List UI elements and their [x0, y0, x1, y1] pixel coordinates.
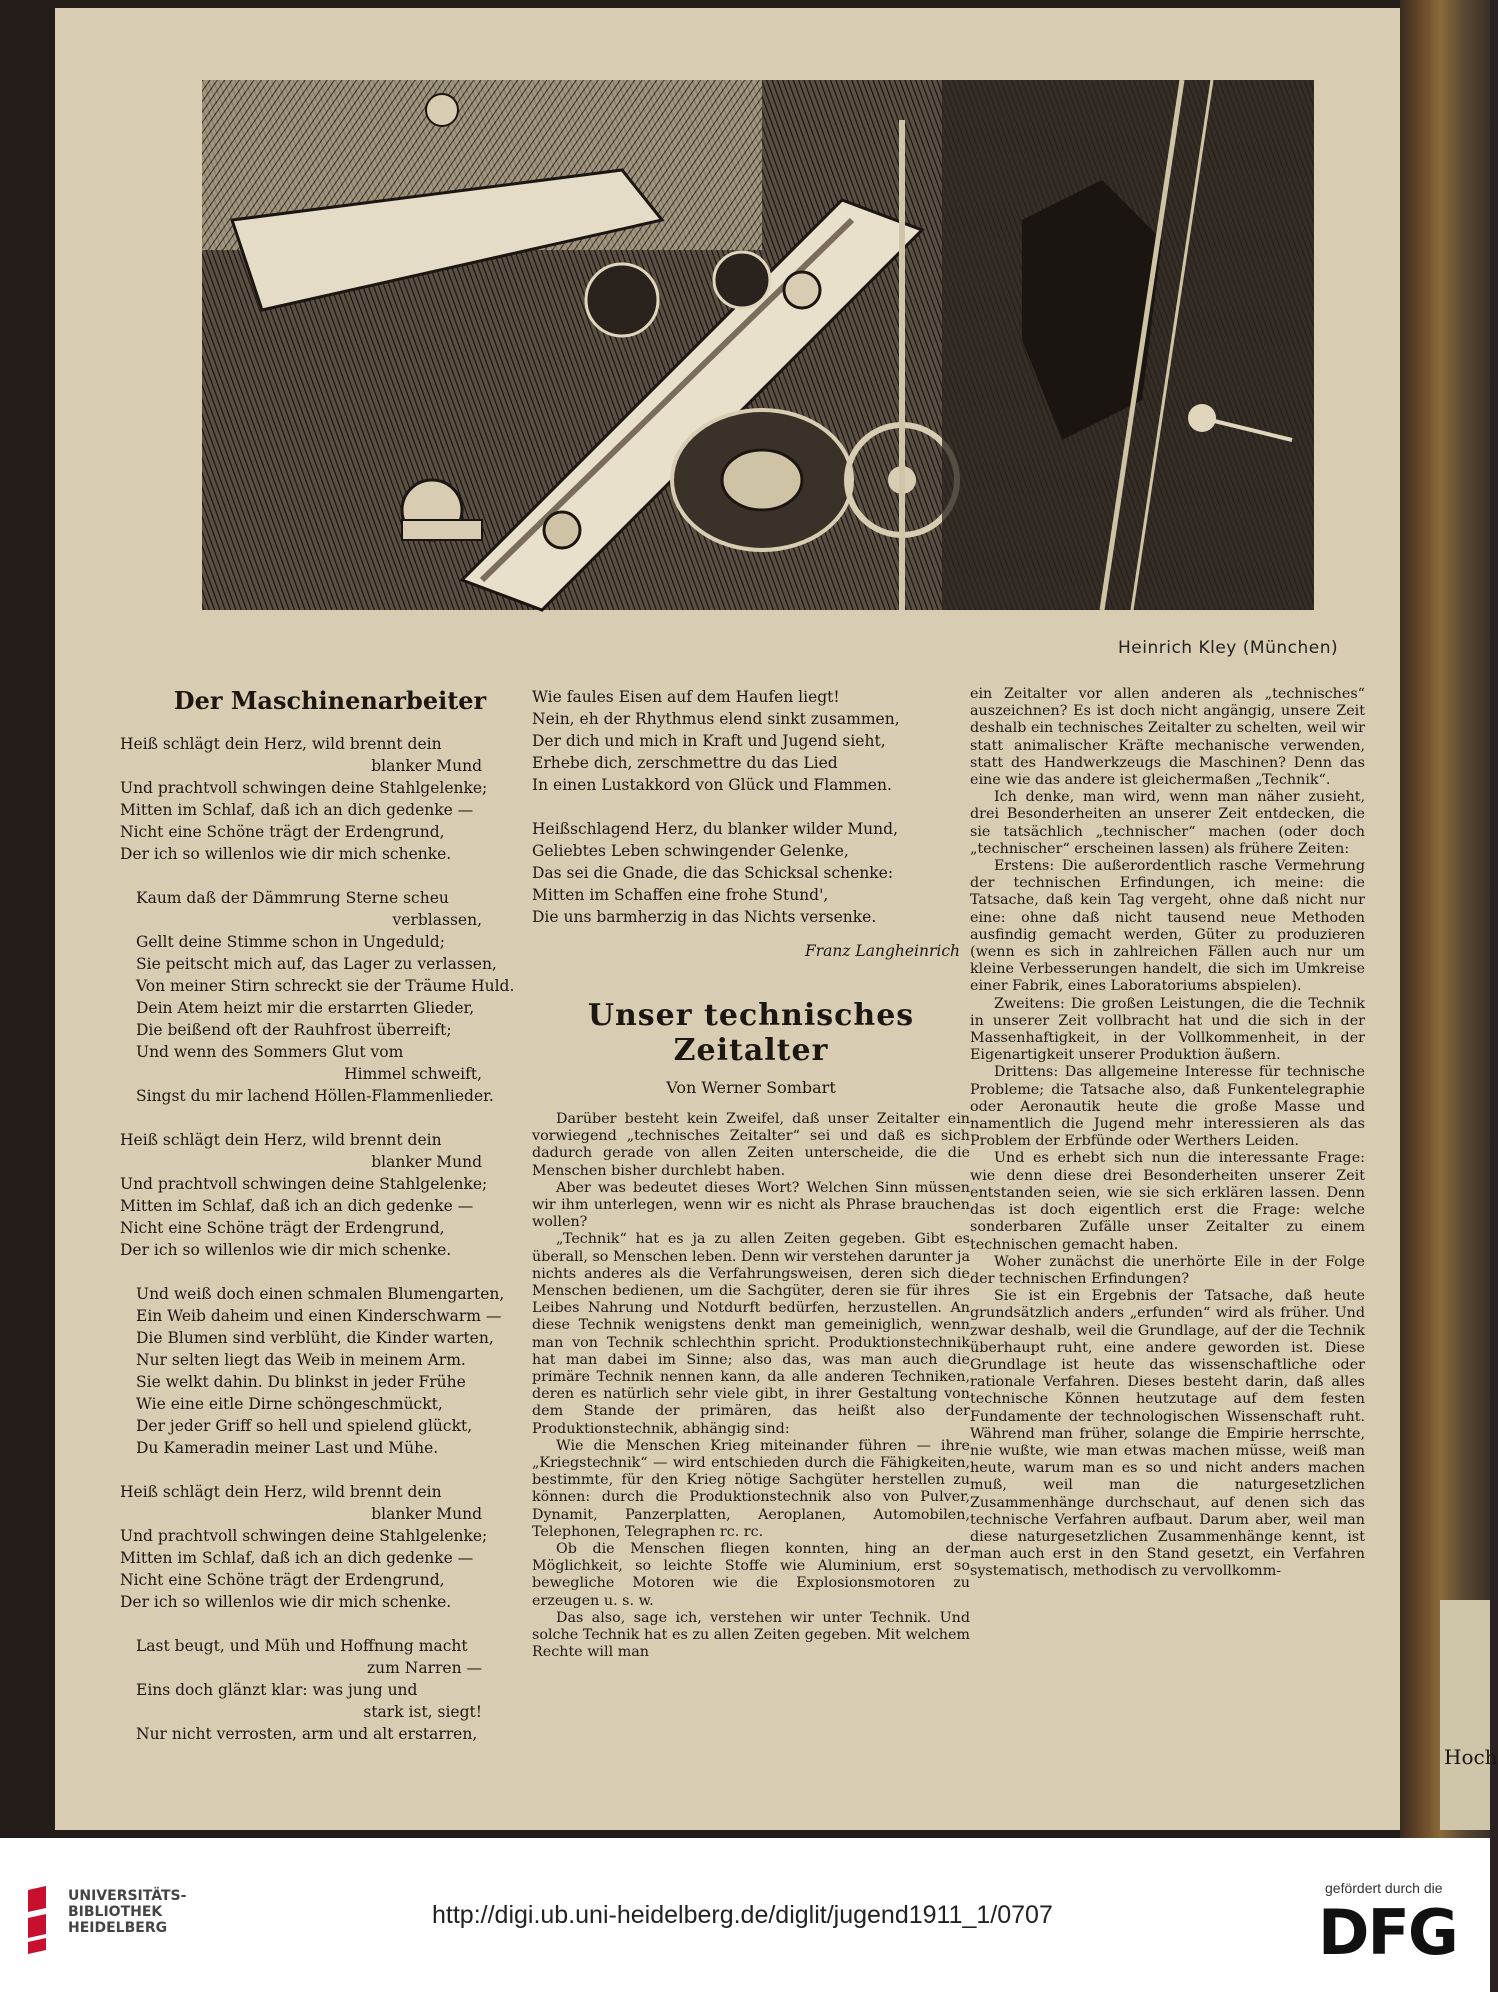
poem-line: Sie peitscht mich auf, das Lager zu verlassen,: [136, 955, 497, 973]
facing-page-strip: [1440, 1600, 1490, 1830]
poem-line: blanker Mund: [371, 1505, 482, 1523]
library-name-line-3: HEIDELBERG: [68, 1920, 168, 1936]
poem-line: Nicht eine Schöne trägt der Erdengrund,: [120, 823, 445, 841]
library-name-line-1: UNIVERSITÄTS-: [68, 1888, 187, 1904]
article-paragraph: Sie ist ein Ergebnis der Tatsache, daß heute grundsätzlich anders „erfunden“ wird als früher. Und zwar deshalb, weil die Grundlage, auf der die Technik überhaupt ruht, eine andere geworden ist. Diese Grundlage ist heute das wissenschaftliche oder rationale Verfahren. Dieses besteht darin, daß alles technische Können heutzutage auf dem festen Fundamente der technologischen Wissenschaft ruht. Während man früher, solange die Empirie herrschte, nie wußte, wie man etwas machen müsse, weiß man heute, warum man es so und nicht anders machen muß, weil man die naturgesetzlichen Zusammenhänge durchschaut, auf denen sich das technische Verfahren aufbaut. Darum aber, weil man diese naturgesetzlichen Zusammenhänge kennt, ist man auch erst in den Stand gesetzt, ein Verfahren systematisch, methodisch zu vervollkomm-: [970, 1288, 1365, 1580]
poem-line: Und prachtvoll schwingen deine Stahlgelenke;: [120, 1175, 488, 1193]
poem-line: Erhebe dich, zerschmettre du das Lied: [532, 754, 838, 772]
poem-line: Und prachtvoll schwingen deine Stahlgelenke;: [120, 779, 488, 797]
poem-stanza: [532, 686, 970, 796]
poem-line: Der ich so willenlos wie dir mich schenke.: [120, 1241, 452, 1259]
poem-line: zum Narren —: [367, 1659, 482, 1677]
poem-line: Mitten im Schlaf, daß ich an dich gedenke —: [120, 801, 474, 819]
poem-line: Sie welkt dahin. Du blinkst in jeder Frühe: [136, 1373, 466, 1391]
poem-line: Und weiß doch einen schmalen Blumengarten,: [136, 1285, 505, 1303]
article-paragraph: Ich denke, man wird, wenn man näher zusieht, drei Besonderheiten an unserer Zeit entdecken, die sie tatsächlich „technischer“ machen (oder doch „technischer“ erscheinen lassen) als frühere Zeiten:: [970, 789, 1365, 857]
poem-title: Der Maschinenarbeiter: [173, 686, 487, 715]
poem-and-article-column: [532, 686, 970, 1662]
poem-line: stark ist, siegt!: [363, 1703, 482, 1721]
facing-page-text: Hoch: [1444, 1745, 1498, 1769]
article-paragraph: Zweitens: Die großen Leistungen, die die Technik in unserer Zeit vollbracht hat und die sich in der Massenhaftigkeit, in der Vollkommenheit, in der Eigenartigkeit unserer Produktion äußern.: [970, 995, 1365, 1064]
poem-line: Mitten im Schaffen eine frohe Stund',: [532, 886, 829, 904]
illustration-credit: Heinrich Kley (München): [1118, 638, 1339, 658]
article-paragraph: Das also, sage ich, verstehen wir unter Technik. Und solche Technik hat es zu allen Zeiten gegeben. Mit welchem Rechte will man: [532, 1609, 970, 1661]
article-paragraph: Und es erhebt sich nun die interessante Frage: wie denn diese drei Besonderheiten unserer Zeit entstanden seien, wie sie sich erklären lassen. Denn das ist doch eigentlich erst die Frage: welche sonderbaren Zufälle unser Zeitalter zu einem technischen gemacht haben.: [970, 1150, 1365, 1253]
article-paragraph: Woher zunächst die unerhörte Eile in der Folge der technischen Erfindungen?: [970, 1253, 1365, 1287]
poem-stanza: [120, 733, 500, 865]
poem-column-1: [120, 686, 515, 1767]
article-title: Unser technisches Zeitalter: [587, 998, 915, 1068]
poem-line: Der dich und mich in Kraft und Jugend sieht,: [532, 732, 886, 750]
poem-line: Gellt deine Stimme schon in Ungeduld;: [136, 933, 445, 951]
poem-line: Von meiner Stirn schreckt sie der Träume Huld.: [136, 977, 515, 995]
poem-line: Heiß schlägt dein Herz, wild brennt dein: [120, 1131, 442, 1149]
poem-line: Wie faules Eisen auf dem Haufen liegt!: [532, 688, 840, 706]
poem-line: Last beugt, und Müh und Hoffnung macht: [136, 1637, 468, 1655]
poem-line: Ein Weib daheim und einen Kinderschwarm —: [136, 1307, 502, 1325]
poem-line: verblassen,: [392, 911, 482, 929]
funded-by-label: gefördert durch die: [1325, 1880, 1443, 1896]
poem-line: Du Kameradin meiner Last und Mühe.: [136, 1439, 439, 1457]
poem-stanza: [532, 818, 970, 928]
poem-line: Und prachtvoll schwingen deine Stahlgelenke;: [120, 1527, 488, 1545]
poem-line: Himmel schweift,: [344, 1065, 482, 1083]
library-name-line-2: BIBLIOTHEK: [68, 1904, 163, 1920]
poem-line: Der ich so willenlos wie dir mich schenke.: [120, 845, 452, 863]
poem-line: Die Blumen sind verblüht, die Kinder warten,: [136, 1329, 494, 1347]
poem-author: Franz Langheinrich: [804, 942, 960, 960]
poem-line: Singst du mir lachend Höllen-Flammenlieder.: [136, 1087, 494, 1105]
poem-line: blanker Mund: [371, 1153, 482, 1171]
article-paragraph: Aber was bedeutet dieses Wort? Welchen Sinn müssen wir ihm unterlegen, wenn wir es nicht als Phrase brauchen wollen?: [532, 1179, 970, 1231]
poem-line: Nicht eine Schöne trägt der Erdengrund,: [120, 1219, 445, 1237]
poem-line: Heißschlagend Herz, du blanker wilder Mund,: [532, 820, 898, 838]
library-name: [68, 1888, 186, 1936]
article-paragraph: Wie die Menschen Krieg miteinander führen — ihre „Kriegstechnik“ — wird entschieden durch die Fähigkeiten, bestimmte, für den Krieg nötige Sachgüter herstellen zu können: durch die Produktionstechnik also von Pulver, Dynamit, Panzerplatten, Aeroplanen, Automobilen, Telephonen, Telegraphen rc. rc.: [532, 1437, 970, 1540]
poem-line: Nein, eh der Rhythmus elend sinkt zusammen,: [532, 710, 900, 728]
poem-line: Dein Atem heizt mir die erstarrten Glieder,: [136, 999, 475, 1017]
poem-line: Mitten im Schlaf, daß ich an dich gedenke —: [120, 1549, 474, 1567]
article-paragraph: Erstens: Die außerordentlich rasche Vermehrung der technischen Erfindungen, ich meine: die Tatsache, daß kein Tag vergeht, ohne daß nicht nur eine: ohne daß nicht tausend neue Methoden ausfindig gemacht werden, Güter zu produzieren (wenn es sich in zahlreichen Fällen auch nur um kleine Verbesserungen handelt, die sich im Umkreise einer Fabrik, eines Laboratoriums abspielen).: [970, 858, 1365, 995]
poem-line: Die uns barmherzig in das Nichts versenke.: [532, 908, 877, 926]
page-url-link[interactable]: http://digi.ub.uni-heidelberg.de/diglit/jugend1911_1/0707: [432, 1901, 1053, 1929]
dfg-logo: DFG: [1318, 1896, 1457, 1969]
machinery-illustration: [202, 80, 1314, 610]
poem-line: Nur selten liegt das Weib in meinem Arm.: [136, 1351, 466, 1369]
poem-line: Die beißend oft der Rauhfrost überreift;: [136, 1021, 452, 1039]
poem-line: Wie eine eitle Dirne schöngeschmückt,: [136, 1395, 443, 1413]
poem-line: In einen Lustakkord von Glück und Flammen.: [532, 776, 892, 794]
poem-stanza: [120, 887, 515, 1107]
poem-line: Der ich so willenlos wie dir mich schenke.: [120, 1593, 452, 1611]
poem-line: blanker Mund: [371, 757, 482, 775]
poem-line: Der jeder Griff so hell und spielend glückt,: [136, 1417, 473, 1435]
article-paragraph: Drittens: Das allgemeine Interesse für technische Probleme; die Tatsache also, daß Funkentelegraphie oder Aeronautik heute die große Masse und namentlich die Jugend mehr interessieren als das Problem der Erbfünde oder Werthers Leiden.: [970, 1064, 1365, 1150]
poem-stanza: [120, 1283, 505, 1459]
article-paragraph: Darüber besteht kein Zweifel, daß unser Zeitalter ein vorwiegend „technisches Zeitalter“ sei und daß es sich dadurch gerade von allen Zeiten unterscheide, die die Menschen bisher durchlebt haben.: [532, 1111, 970, 1179]
article-paragraph: „Technik“ hat es ja zu allen Zeiten gegeben. Gibt es überall, so Menschen leben. Denn wir verstehen darunter ja nichts anderes als die Verfahrungsweisen, deren sich die Menschen bedienen, um die Sachgüter, deren sie für ihres Leibes Nahrung und Notdurft bedürfen, herzustellen. An diese Technik wenigstens denkt man gemeiniglich, wenn man von Technik schlechthin spricht. Produktionstechnik hat man dabei im Sinne; also das, was man auch die primäre Technik nennen kann, da alle anderen Techniken, deren es natürlich sehr viele gibt, in ihrer Gestaltung von dem Stande der primären, das heißt also der Produktionstechnik, abhängig sind:: [532, 1231, 970, 1437]
facing-page-edge: [1400, 0, 1498, 1838]
poem-line: Nicht eine Schöne trägt der Erdengrund,: [120, 1571, 445, 1589]
article-column: [970, 686, 1365, 1581]
article-paragraph: Ob die Menschen fliegen konnten, hing an der Möglichkeit, so leichte Stoffe wie Aluminium, erst so bewegliche Motoren wie die Explosionsmotoren zu erzeugen u. s. w.: [532, 1541, 970, 1609]
poem-stanza: [120, 1635, 500, 1745]
poem-line: Kaum daß der Dämmrung Sterne scheu: [136, 889, 449, 907]
poem-stanza: [120, 1481, 500, 1613]
poem-line: Geliebtes Leben schwingender Gelenke,: [532, 842, 849, 860]
poem-line: Heiß schlägt dein Herz, wild brennt dein: [120, 735, 442, 753]
poem-line: Heiß schlägt dein Herz, wild brennt dein: [120, 1483, 442, 1501]
poem-line: Eins doch glänzt klar: was jung und: [136, 1681, 418, 1699]
poem-line: Das sei die Gnade, die das Schicksal schenke:: [532, 864, 894, 882]
poem-line: Mitten im Schlaf, daß ich an dich gedenke —: [120, 1197, 474, 1215]
article-byline: Von Werner Sombart: [666, 1078, 836, 1097]
poem-line: Und wenn des Sommers Glut vom: [136, 1043, 404, 1061]
poem-stanza: [120, 1129, 500, 1261]
library-logo-icon: [24, 1884, 52, 1954]
poem-line: Nur nicht verrosten, arm und alt erstarren,: [136, 1725, 478, 1743]
article-paragraph: ein Zeitalter vor allen anderen als „technisches“ auszeichnen? Es ist doch nicht angängig, unsere Zeit deshalb ein technisches Zeitalter zu schelten, weil wir statt animalischer Kräfte mechanische verwenden, statt des Handwerkzeugs die Maschinen? Denn das eine wie das andere ist gleichermaßen „Technik“.: [970, 686, 1365, 789]
